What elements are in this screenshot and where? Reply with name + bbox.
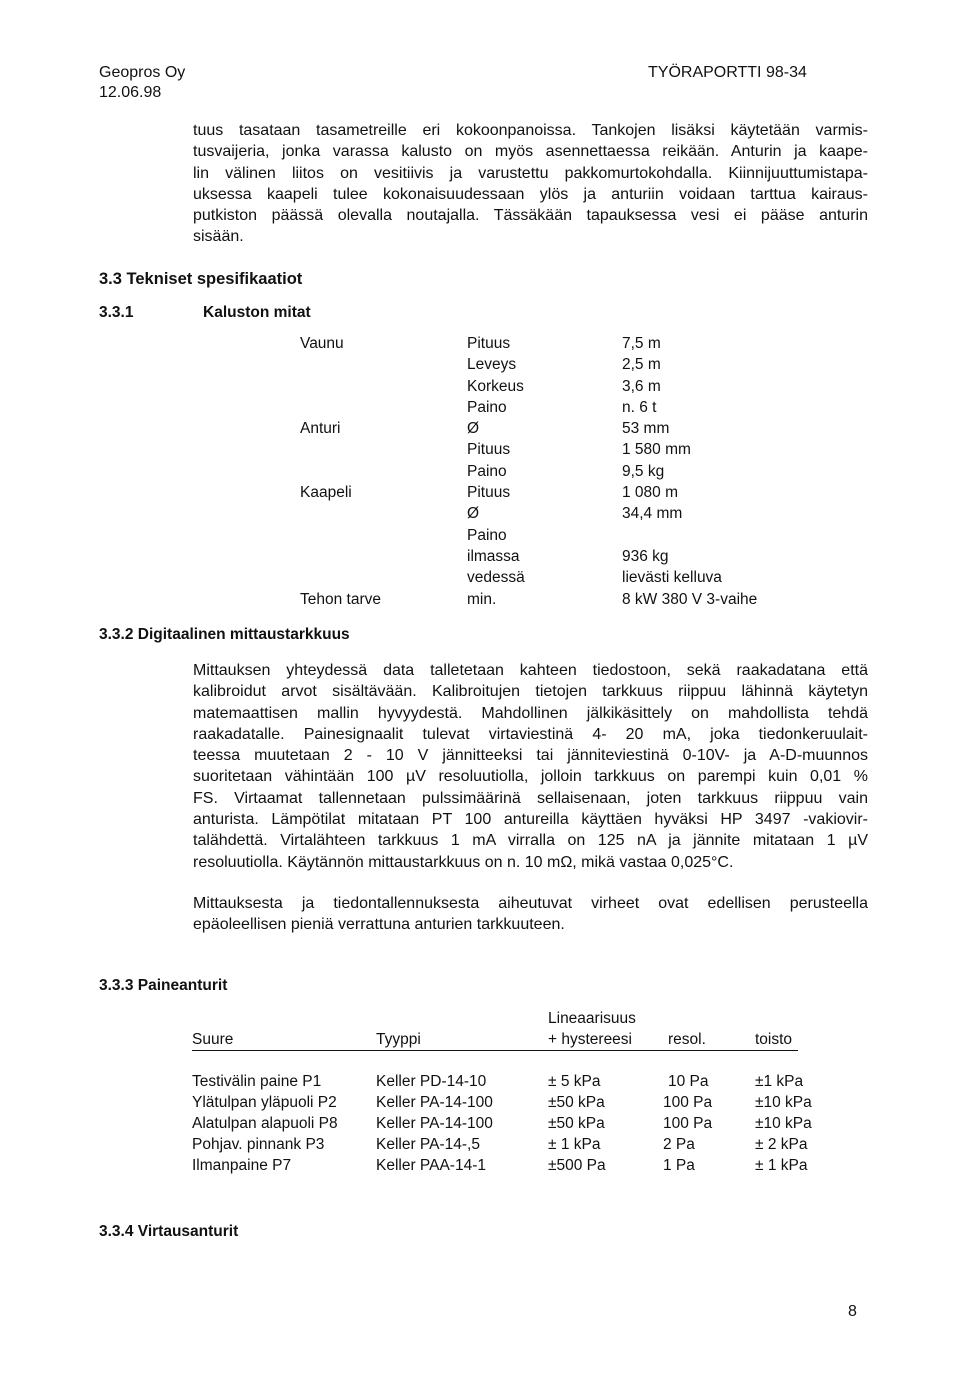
section-number: 3.3	[99, 270, 122, 288]
text-line: kalibroidut arvot sisältävään. Kalibroitujen tietojen tarkkuus riippuu lähinnä käytetyn	[193, 683, 868, 701]
spec-group	[300, 461, 381, 482]
section-title: Tekniset spesifikaatiot	[126, 270, 303, 288]
text-line: Mittauksen yhteydessä data talletetaan kahteen tiedostoon, sekä raakadatana että	[193, 662, 868, 679]
spec-group	[300, 439, 381, 460]
spec-group	[300, 397, 381, 418]
spec-value: 936 kg	[622, 547, 669, 565]
spec-value: 9,5 kg	[622, 462, 665, 480]
table-cell: ±1 kPa	[755, 1073, 804, 1090]
spec-param: Pituus	[467, 484, 511, 502]
spec-group	[300, 376, 381, 397]
spec-param: vedessä	[467, 569, 525, 587]
spec-param: Leveys	[467, 356, 517, 374]
text-line: putkiston päässä olevalla noutajalla. Tässäkään tapauksessa vesi ei pääse anturin	[193, 207, 868, 225]
table-cell: Ilmanpaine P7	[192, 1157, 292, 1174]
table-cell: Keller PAA-14-1	[376, 1157, 486, 1174]
table-header-underline	[192, 1050, 798, 1051]
table-header: + hystereesi	[548, 1031, 633, 1048]
table-cell: 100 Pa	[663, 1115, 713, 1132]
text-line: tusvaijeria, jonka varassa kalusto on myös asennettaessa reikään. Anturin ja kaape-	[193, 143, 868, 161]
spec-group	[300, 567, 381, 588]
report-date: 12.06.98	[99, 84, 162, 101]
section-3-3-4-heading: 3.3.4 Virtausanturit	[99, 1223, 239, 1240]
table-cell: Pohjav. pinnank P3	[192, 1136, 325, 1153]
spec-group: Tehon tarve	[300, 590, 381, 608]
spec-values	[622, 333, 757, 610]
spec-params	[467, 333, 525, 610]
table-cell: ±10 kPa	[755, 1094, 812, 1111]
spec-value: 7,5 m	[622, 335, 661, 352]
text-line: tuus tasataan tasametreille eri kokoonpanoissa. Tankojen lisäksi käytetään varmis-	[193, 122, 868, 139]
spec-param: min.	[467, 590, 497, 608]
table-header-top: Lineaarisuus	[548, 1010, 636, 1027]
spec-param: Ø	[467, 420, 480, 438]
spec-groups	[300, 333, 381, 610]
spec-value: lievästi kelluva	[622, 569, 722, 587]
spec-value: 3,6 m	[622, 377, 661, 395]
spec-value: 53 mm	[622, 420, 670, 438]
text-line: uksessa kaapeli tulee kokonaisuudessaan ylös ja anturiin voidaan tarttua kairaus-	[193, 185, 868, 203]
spec-value: 34,4 mm	[622, 505, 683, 523]
spec-param: Paino	[467, 526, 507, 544]
table-header: resol.	[668, 1031, 706, 1048]
spec-group	[300, 503, 381, 524]
table-cell: ±500 Pa	[548, 1157, 606, 1174]
text-line: talähdettä. Virtalähteen tarkkuus 1 mA virralla on 125 nA ja jännite mitataan 1 µV	[193, 832, 868, 850]
table-cell: ± 2 kPa	[755, 1136, 808, 1153]
section-3-3-1-title: Kaluston mitat	[203, 304, 311, 321]
spec-value: 2,5 m	[622, 356, 661, 374]
intro-paragraph	[193, 120, 868, 248]
spec-group: Kaapeli	[300, 484, 352, 502]
table-cell: ±10 kPa	[755, 1115, 812, 1132]
spec-param: Pituus	[467, 335, 511, 352]
spec-param: ilmassa	[467, 547, 520, 565]
text-line: anturista. Lämpötilat mitataan PT 100 antureilla käyttäen hyväksi HP 3497 -vakiovir-	[193, 811, 868, 829]
page-number: 8	[848, 1303, 857, 1320]
spec-param: Paino	[467, 462, 507, 480]
table-cell: ± 1 kPa	[548, 1136, 601, 1153]
table-cell: Keller PA-14-100	[376, 1094, 493, 1111]
section-3-3-heading	[99, 270, 302, 289]
text-line: matemaattisen mallin hyvyydestä. Mahdollinen jälkikäsittely on mahdollista tehdä	[193, 704, 868, 722]
table-cell: 2 Pa	[663, 1136, 695, 1153]
spec-group	[300, 354, 381, 375]
section-3-3-3-heading: 3.3.3 Paineanturit	[99, 977, 228, 994]
spec-value: 8 kW 380 V 3-vaihe	[622, 590, 758, 608]
report-number: TYÖRAPORTTI 98-34	[648, 64, 807, 81]
table-cell: Alatulpan alapuoli P8	[192, 1115, 338, 1132]
spec-group	[300, 525, 381, 546]
table-cell: Keller PA-14-100	[376, 1115, 493, 1132]
text-line: suoritetaan vähintään 100 µV resoluutiolla, jolloin tarkkuus on parempi kuin 0,01 %	[193, 768, 868, 786]
spec-param: Paino	[467, 398, 507, 416]
table-header: Suure	[192, 1031, 234, 1048]
table-cell: ± 5 kPa	[548, 1073, 601, 1090]
spec-value	[622, 525, 757, 546]
table-cell: ±50 kPa	[548, 1115, 605, 1132]
company-name: Geopros Oy	[99, 64, 186, 81]
text-line: FS. Virtaamat tallennetaan pulssimäärinä sellaisenaan, joten tarkkuus riippuu vain	[193, 789, 868, 807]
text-line: lin välinen liitos on vesitiivis ja varustettu pakkomurtokohdalla. Kiinnijuuttumistapa-	[193, 164, 868, 182]
table-cell: ±50 kPa	[548, 1094, 605, 1111]
table-cell: Testivälin paine P1	[192, 1073, 322, 1090]
spec-param: Ø	[467, 505, 480, 523]
table-cell: Ylätulpan yläpuoli P2	[192, 1094, 337, 1111]
accuracy-paragraph	[193, 660, 868, 873]
spec-value: 1 080 m	[622, 484, 679, 502]
text-line: resoluutiolla. Käytännön mittaustarkkuus on n. 10 mΩ, mikä vastaa 0,025°C.	[193, 853, 734, 871]
table-header: toisto	[755, 1031, 793, 1048]
table-cell: 1 Pa	[663, 1157, 695, 1174]
spec-value: 1 580 mm	[622, 441, 691, 459]
table-cell: 100 Pa	[663, 1094, 713, 1111]
table-cell: Keller PD-14-10	[376, 1073, 487, 1090]
spec-group	[300, 546, 381, 567]
spec-group: Vaunu	[300, 335, 344, 352]
table-header: Tyyppi	[376, 1031, 421, 1048]
table-cell: ± 1 kPa	[755, 1157, 808, 1174]
section-3-3-2-heading: 3.3.2 Digitaalinen mittaustarkkuus	[99, 626, 350, 643]
section-3-3-1-number: 3.3.1	[99, 304, 134, 321]
text-line: teessa muutetaan 2 - 10 V jännitteeksi tai jänniteviestinä 0-10V- ja A-D-muunnos	[193, 747, 868, 765]
text-line: raakadatalle. Painesignaalit tulevat virtaviestinä 4- 20 mA, joka tiedonkeruulait-	[193, 725, 868, 743]
spec-param: Pituus	[467, 441, 511, 459]
spec-group: Anturi	[300, 420, 341, 438]
text-line: epäoleellisen pieniä verrattuna anturien tarkkuuteen.	[193, 916, 565, 934]
spec-param: Korkeus	[467, 377, 524, 395]
error-paragraph	[193, 893, 868, 936]
spec-value: n. 6 t	[622, 398, 657, 416]
table-cell: 10 Pa	[668, 1073, 709, 1090]
table-cell: Keller PA-14-,5	[376, 1136, 480, 1153]
text-line: Mittauksesta ja tiedontallennuksesta aiheutuvat virheet ovat edellisen perusteella	[193, 895, 868, 912]
text-line: sisään.	[193, 228, 244, 246]
